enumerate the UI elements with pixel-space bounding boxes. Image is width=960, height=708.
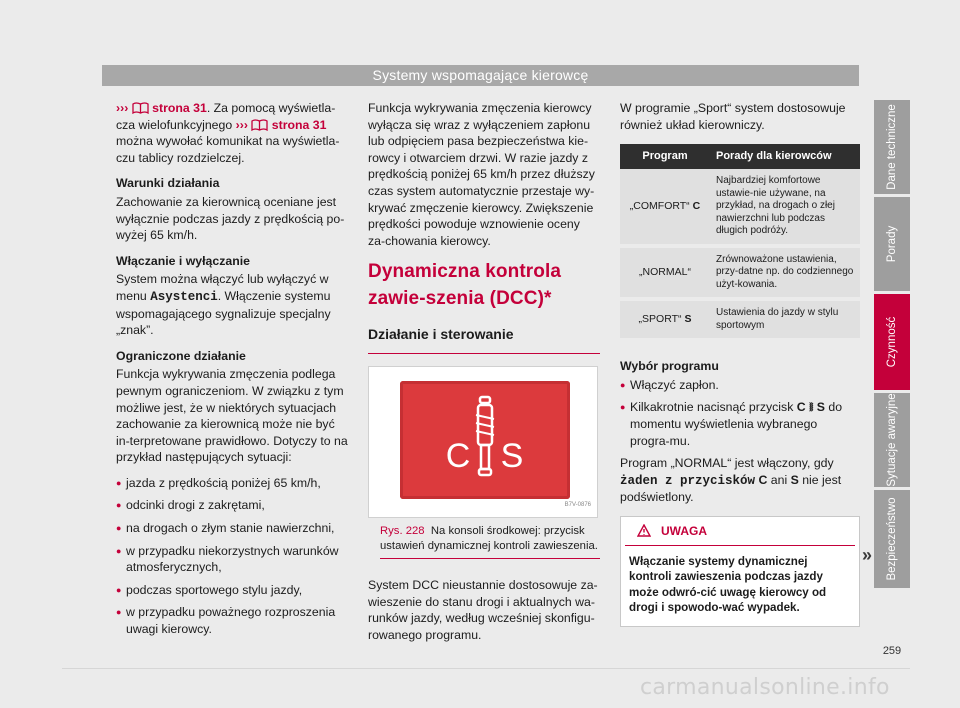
- page-ref-link[interactable]: strona 31: [271, 117, 327, 132]
- program-symbol: S: [684, 313, 692, 326]
- fatigue-paragraph: Funkcja wykrywania zmęczenia kierowcy wyłącza się wraz z wyłączeniem zapłonu lub odpięciem pasa bezpieczeństwa kie-rowcy i otwarciem drzwi. W razie jazdy z prędkością poniżej 65 km/h przez dłuższy czas system automatycznie przestaje wy-krywać zmęczenie kierowcy. Zwiększenie prędkości powoduje wznowienie oceny za-chowania kierowcy.: [368, 101, 595, 248]
- program-select-heading: Wybór programu: [620, 359, 719, 374]
- tab-bezpieczenstwo[interactable]: Bezpieczeństwo: [874, 490, 910, 588]
- list-item: ● podczas sportowego stylu jazdy,: [116, 582, 348, 599]
- page-ref-link[interactable]: strona 31: [152, 101, 207, 115]
- tab-porady[interactable]: Porady: [874, 197, 910, 291]
- book-icon: [251, 119, 268, 131]
- table-header: Program: [620, 144, 710, 169]
- program-name: „SPORT“: [638, 313, 682, 326]
- column-1: [116, 100, 348, 644]
- limitations-list: [116, 475, 348, 638]
- ref-arrow: ›››: [116, 101, 129, 115]
- table-row: [620, 299, 860, 340]
- s-symbol: S: [790, 472, 799, 487]
- column-3: [620, 100, 860, 627]
- section-title: Dynamiczna kontrola zawie-szenia (DCC)*: [368, 261, 562, 310]
- program-advice: Ustawienia do jazdy w stylu sportowym: [710, 299, 860, 340]
- caption-rule: [380, 558, 600, 559]
- figure-code: B7V-0876: [564, 502, 591, 509]
- footer-divider: [62, 668, 910, 669]
- continue-mark: »: [862, 545, 873, 565]
- caption-text: Na konsoli środkowej: przycisk ustawień dynamicznej kontroli zawieszenia.: [380, 524, 598, 552]
- limitations-heading: Ograniczone działanie: [116, 348, 246, 363]
- figure-number: Rys. 228: [380, 524, 425, 537]
- table-row: [620, 169, 860, 246]
- column-2: [368, 100, 600, 652]
- warning-box: [620, 516, 860, 627]
- conditions-heading: Warunki działania: [116, 176, 220, 191]
- normal-paragraph: Program „NORMAL“ jest włączony, gdy żaden z przycisków C ani S nie jest podświetlony.: [620, 456, 842, 505]
- book-icon: [132, 102, 149, 114]
- tab-sytuacje-awaryjne[interactable]: Sytuacje awaryjne: [874, 393, 910, 487]
- figure-caption: [368, 524, 600, 559]
- s-letter: S: [500, 436, 524, 475]
- table-row: [620, 246, 860, 300]
- subsection-title: Działanie i sterowanie: [368, 326, 514, 343]
- warning-header: UWAGA: [625, 517, 855, 546]
- watermark: carmanualsonline.info: [640, 675, 890, 700]
- list-item: ● odcinki drogi z zakrętami,: [116, 497, 348, 514]
- page-number: 259: [882, 645, 902, 657]
- menu-name: Asystenci: [150, 289, 218, 304]
- onoff-text: System można włączyć lub wyłączyć w menu Asystenci. Włączenie systemu wspomagającego sygnalizuje specjalny „znak”.: [116, 272, 331, 338]
- onoff-heading: Włączanie i wyłączanie: [116, 253, 250, 268]
- sport-paragraph: W programie „Sport“ system dostosowuje również układ kierowniczy.: [620, 101, 846, 132]
- program-name: „NORMAL“: [639, 266, 691, 279]
- list-item: ● na drogach o złym stanie nawierzchni,: [116, 520, 348, 537]
- section-rule: [368, 353, 600, 354]
- page-header: Systemy wspomagające kierowcę: [102, 65, 859, 86]
- dcc-button-symbol: C ⧚ S: [796, 400, 825, 415]
- program-table: [620, 144, 860, 342]
- warning-text: Włączanie systemy dynamicznej kontroli zawieszenia podczas jazdy może odwró-cić uwagę kierowcy od drogi i spowodo-wać wypadek.: [629, 554, 827, 615]
- list-item: ● Włączyć zapłon.: [620, 377, 860, 394]
- side-tabs: [874, 100, 910, 591]
- list-item: ● jazda z prędkością poniżej 65 km/h,: [116, 475, 348, 492]
- list-item: ● Kilkakrotnie nacisnąć przycisk C ⧚ S do momentu wyświetlenia wybranego progra-mu.: [620, 399, 860, 449]
- program-advice: Zrównoważone ustawienia, przy-datne np. do codziennego użyt-kowania.: [710, 246, 860, 300]
- warning-triangle-icon: [637, 524, 651, 537]
- limitations-text: Funkcja wykrywania zmęczenia podlega pewnym ograniczeniom. W związku z tym możliwe jest, że w niektórych sytuacjach zachowanie za kierownicą może nie być in-terpretowane prawidłowo. Dotyczy to na przykład następujących sytuacji:: [116, 367, 348, 465]
- ref-arrow: ›››: [235, 117, 248, 132]
- tab-dane-techniczne[interactable]: Dane techniczne: [874, 100, 910, 194]
- dcc-button-figure: [368, 366, 598, 518]
- tab-czynnosc[interactable]: Czynność: [874, 294, 910, 390]
- intro-paragraph: [116, 100, 348, 166]
- program-name: „COMFORT“: [629, 200, 690, 213]
- program-advice: Najbardziej komfortowe ustawie-nie używane, na przykład, na drogach o złej nawierzchni lub podczas długich podróży.: [710, 169, 860, 246]
- program-symbol: C: [692, 200, 701, 213]
- dcc-button-image: [400, 381, 570, 499]
- steps-list: [620, 377, 860, 449]
- conditions-text: Zachowanie za kierownicą oceniane jest wyłącznie podczas jazdy z prędkością po-wyżej 65 km/h.: [116, 194, 345, 243]
- intro-text: . Za pomocą wyświetla-cza wielofunkcyjnego: [116, 101, 336, 132]
- dcc-paragraph: System DCC nieustannie dostosowuje za-wieszenie do stanu drogi i aktualnych wa-runków jazdy, według wcześniej skonfigu-rowanego programu.: [368, 577, 598, 642]
- list-item: ● w przypadku niekorzystnych warunków atmosferycznych,: [116, 543, 348, 576]
- c-symbol: C: [758, 472, 768, 487]
- table-header: Porady dla kierowców: [710, 144, 860, 169]
- list-item: ● w przypadku poważnego rozproszenia uwagi kierowcy.: [116, 604, 348, 637]
- intro-text: można wywołać komunikat na wyświetla-czu tablicy rozdzielczej.: [116, 134, 340, 165]
- shock-absorber-icon: [400, 381, 570, 499]
- c-letter: C: [445, 436, 471, 475]
- mono-text: żaden z przycisków: [620, 473, 756, 488]
